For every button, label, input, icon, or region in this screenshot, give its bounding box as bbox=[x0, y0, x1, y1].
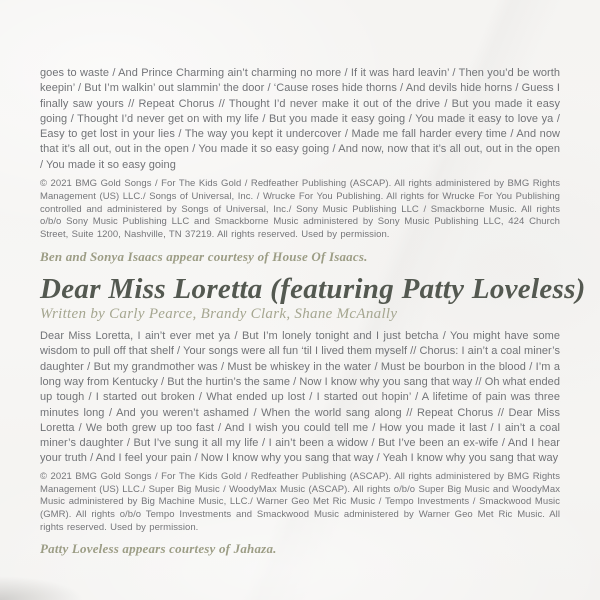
lyrics-dear-miss-loretta: Dear Miss Loretta, I ain’t ever met ya / But I’m lonely tonight and I just betcha / You might have some wisdom to pull off that shelf / Your songs were all fun ‘til I lived them myself // Chorus: I ain’t a coal miner’s daughter / But my grandmother was / Must be whiskey in the water / Must be bourbon in the blood / I’m a long way from Kentucky / But the hurtin’s the same / Now I know why you sang that way // Oh what ended up tough / I started out broken / What ended up lost / I started out hopin’ / A lifetime of pain was three minutes long / And you weren’t ashamed / When the world sang along // Repeat Chorus // Dear Miss Loretta / We both grew up too fast / And I wish you could tell me / How you made it last / I ain’t a coal miner’s daughter / But I’ve sung it all my life / I ain’t been a widow / But I’ve been an ex-wife / And I hear your truth / And I feel your pain / Now I know why you sang that way / Yeah I know why you sang that way bbox=[40, 330, 560, 465]
lyrics-easy-going: goes to waste / And Prince Charming ain’t charming no more / If it was hard leavin’ / Then you’d be worth keepin’ / But I’m walkin’ out slammin’ the door / ‘Cause roses hide thorns / And devils hide horns / Guess I finally saw yours // Repeat Chorus // Thought I’d never make it out of the drive / But you made it easy going / Thought I’d never get on with my life / But you made it easy going / You made it easy to love ya / Easy to get lost in your lies / The way you kept it undercover / Made me fall harder every time / And now that it’s all out, out in the open / You made it so easy going / And now, now that it’s all out, out in the open / You made it so easy going bbox=[40, 67, 560, 171]
song-title-featuring: (featuring Patty Loveless) bbox=[270, 273, 586, 306]
copyright-notice-dear-miss-loretta: © 2021 BMG Gold Songs / For The Kids Gold / Redfeather Publishing (ASCAP). All rights administered by BMG Rights Management (US) LLC./ Super Big Music / WoodyMax Music (ASCAP). All rights o/b/o Super Big Music and WoodyMax Music administered by Big Machine Music, LLC./ Warner Geo Met Ric Music / Tempo Investments / Smackwood Music (GMR). All rights o/b/o Tempo Investments and Smackwood Music administered by Warner Geo Met Ric Music. All rights reserved. Used by permission. bbox=[40, 470, 560, 533]
courtesy-note-isaacs: Ben and Sonya Isaacs appear courtesy of House Of Isaacs. bbox=[40, 249, 368, 265]
song-title-main: Dear Miss Loretta bbox=[40, 273, 263, 306]
courtesy-note-jahaza: Patty Loveless appears courtesy of Jahaza. bbox=[40, 540, 277, 556]
song-title bbox=[40, 273, 586, 306]
songwriters-credit: Written by Carly Pearce, Brandy Clark, Shane McAnally bbox=[40, 306, 398, 323]
copyright-notice-easy-going: © 2021 BMG Gold Songs / For The Kids Gold / Redfeather Publishing (ASCAP). All rights administered by BMG Rights Management (US) LLC./ Songs of Universal, Inc. / Wrucke For You Publishing. All rights for Wrucke For You Publishing controlled and administered by Songs of Universal, Inc./ Sony Music Publishing LLC / Smackborne Music. All rights o/b/o Sony Music Publishing LLC and Smackborne Music administered by Sony Music Publishing LLC, 424 Church Street, Suite 1200, Nashville, TN 37219. All rights reserved. Used by permission. bbox=[40, 178, 560, 241]
song-easy-going-section bbox=[40, 66, 560, 265]
song-dear-miss-loretta-section bbox=[40, 273, 586, 557]
